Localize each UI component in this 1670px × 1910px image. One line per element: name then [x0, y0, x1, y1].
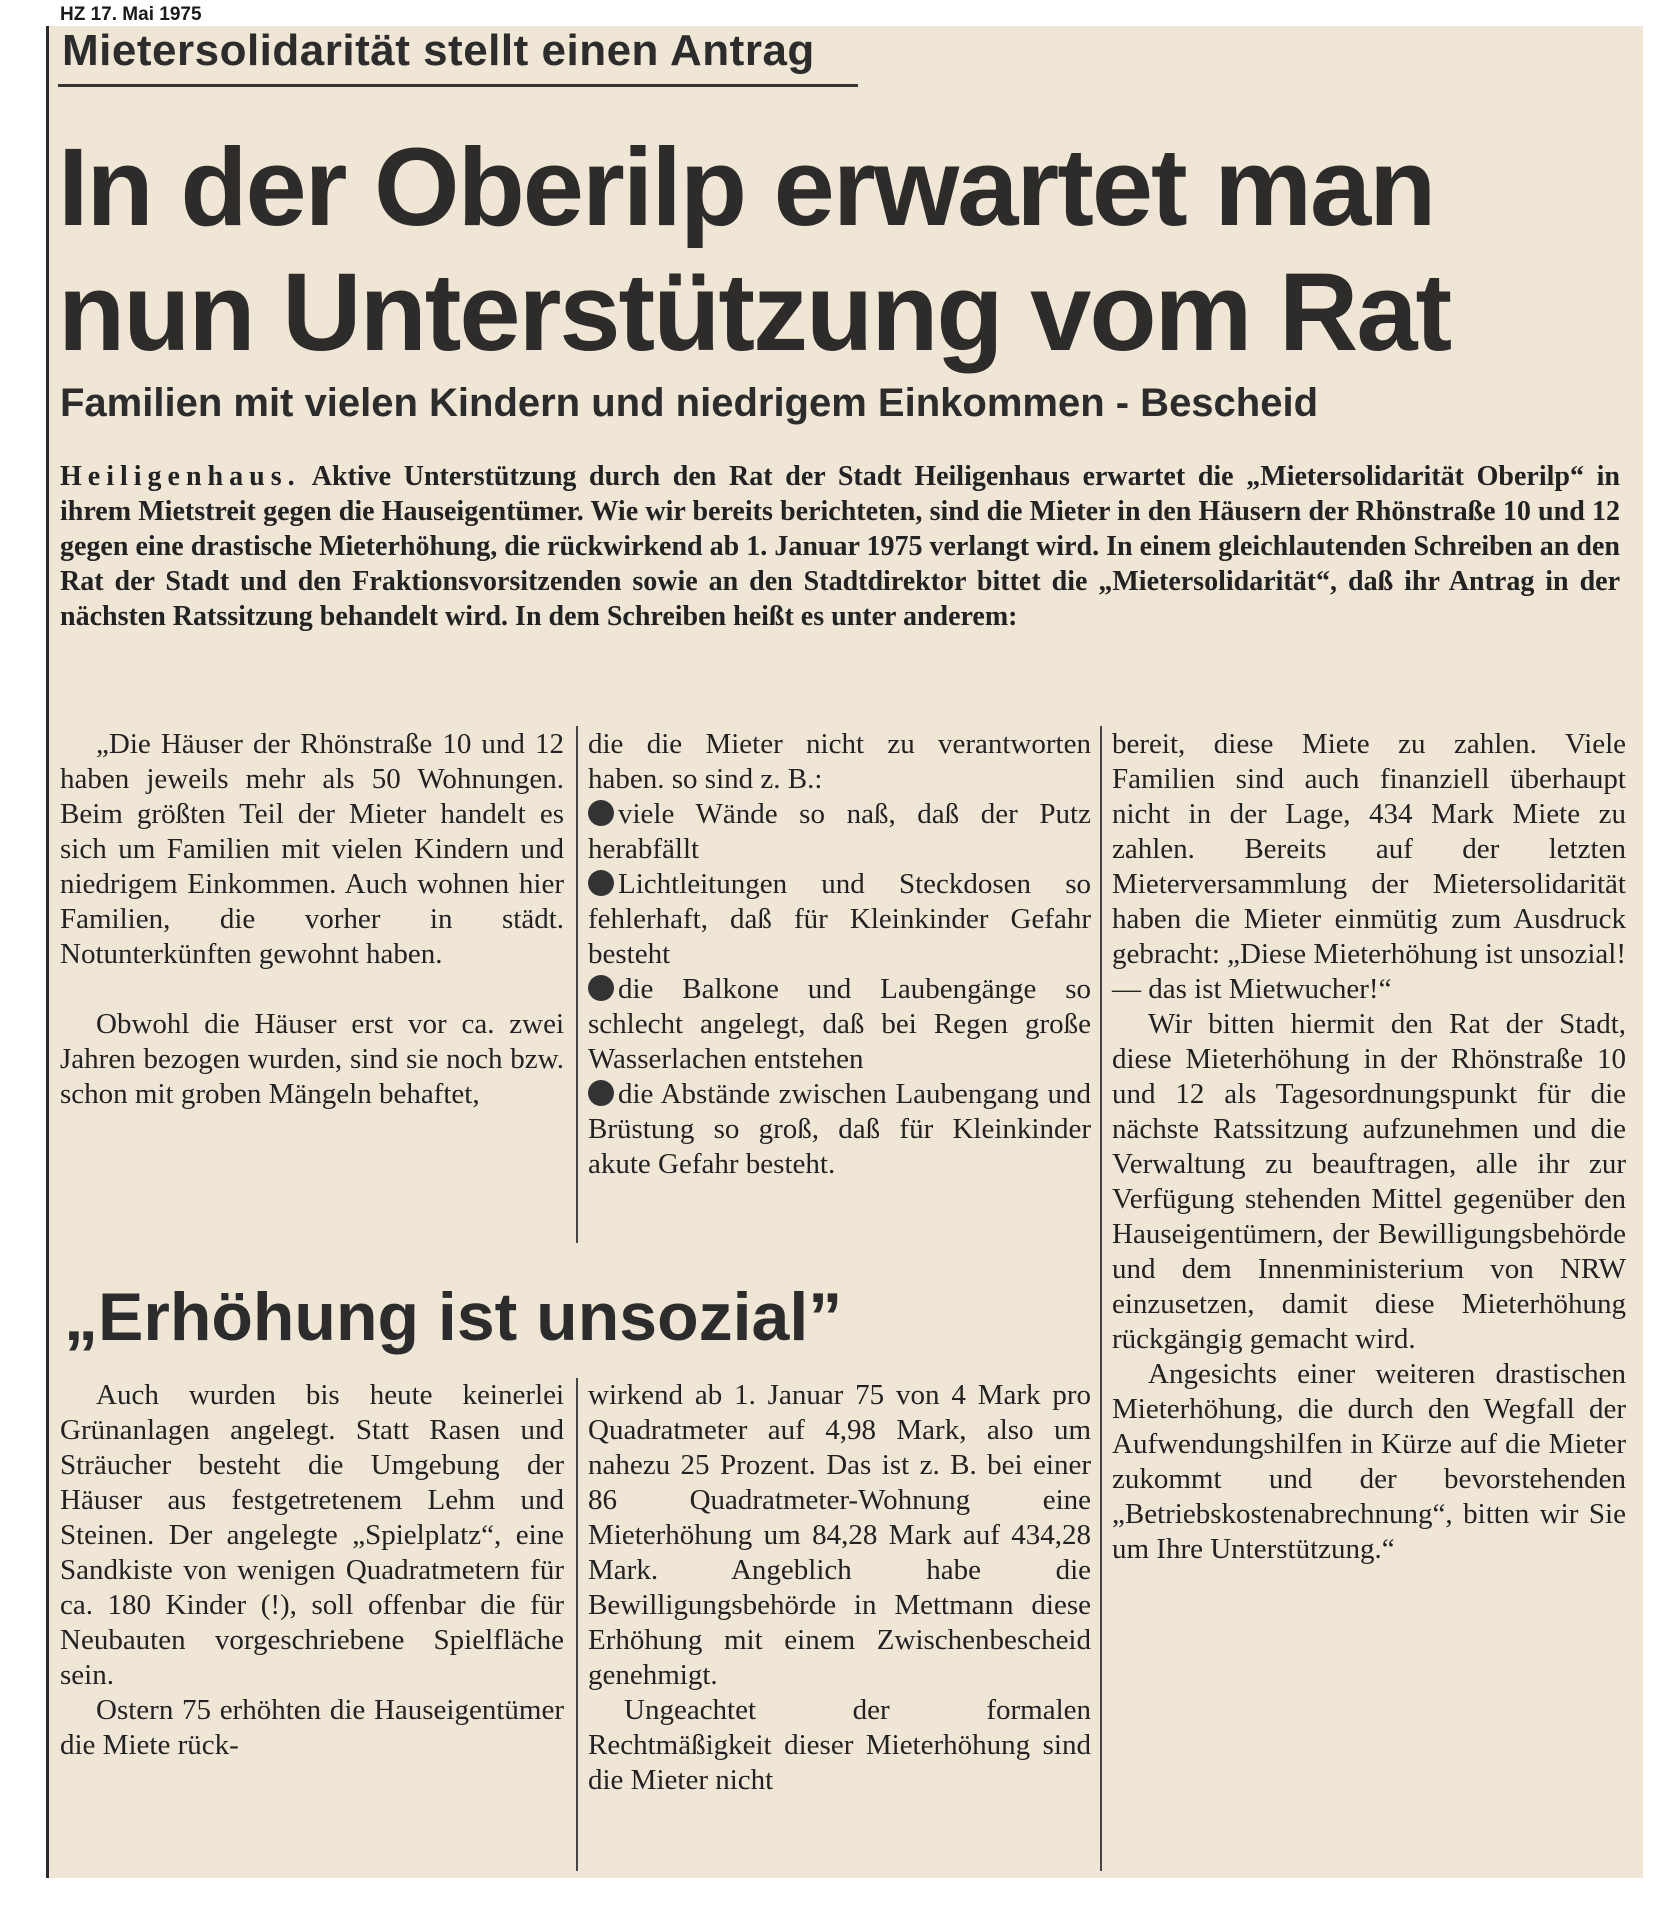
- kicker-headline: Mietersolidarität stellt einen Antrag: [62, 26, 815, 75]
- defect-item: Lichtleitungen und Steckdosen so fehlerhaft, daß für Kleinkinder Gefahr besteht: [588, 868, 1091, 970]
- dateline: Heiligenhaus.: [60, 461, 301, 492]
- column-3: [1112, 727, 1626, 1567]
- lead-text: Aktive Unterstützung durch den Rat der Stadt Heiligenhaus erwartet die „Mietersolidarität Oberilp“ in ihrem Mietstreit gegen die Hauseigentümer. Wie wir bereits berichteten, sind die Mieter in den Häusern der Rhönstraße 10 und 12 gegen eine drastische Mieterhöhung, die rückwirkend ab 1. Januar 1975 verlangt wird. In einem gleichlautenden Schreiben an den Rat der Stadt und den Fraktionsvorsitzenden sowie an den Stadtdirektor bittet die „Mietersolidarität“, daß ihr Antrag in der nächsten Ratssitzung behandelt wird. In dem Schreiben heißt es unter anderem:: [60, 461, 1620, 632]
- body-paragraph: Wir bitten hiermit den Rat der Stadt, diese Mieterhöhung in der Rhönstraße 10 und 12 als Tagesordnungspunkt für die nächste Ratssitzung aufzunehmen und die Verwaltung zu beauftragen, alle ihr zur Verfügung stehenden Mittel gegenüber den Hauseigentümern, der Bewilligungsbehörde und dem Innenministerium von NRW einzusetzen, damit diese Mieterhöhung rückgängig gemacht wird.: [1112, 1008, 1626, 1355]
- column-1-bottom: [60, 1378, 564, 1763]
- column-1-top: [60, 727, 564, 1112]
- column-divider-1: [576, 726, 578, 1243]
- publication-date-stamp: HZ 17. Mai 1975: [60, 4, 202, 25]
- kicker-underline: [58, 84, 858, 87]
- headline-line-1: In der Oberilp erwartet man: [58, 126, 1435, 249]
- body-paragraph: Ungeachtet der formalen Rechtmäßigkeit dieser Mieterhöhung sind die Mieter nicht: [588, 1694, 1091, 1796]
- column-divider-3: [576, 1378, 578, 1871]
- subheadline: Familien mit vielen Kindern und niedrigem Einkommen - Bescheid: [60, 381, 1319, 425]
- column-divider-2: [1100, 726, 1102, 1871]
- bullet-icon: [588, 870, 614, 896]
- body-paragraph: Obwohl die Häuser erst vor ca. zwei Jahren bezogen wurden, sind sie noch bzw. schon mit groben Mängeln behaftet,: [60, 1008, 564, 1110]
- body-paragraph: Angesichts einer weiteren drastischen Mieterhöhung, die durch den Wegfall der Aufwendungshilfen in Kürze auf die Mieter zukommt und der bevorstehenden „Betriebskostenabrechnung“, bitten wir Sie um Ihre Unterstützung.“: [1112, 1358, 1626, 1565]
- defect-item: die Balkone und Laubengänge so schlecht angelegt, daß bei Regen große Wasserlachen entstehen: [588, 973, 1091, 1075]
- bullet-icon: [588, 975, 614, 1001]
- defect-item: die Abstände zwischen Laubengang und Brüstung so groß, daß für Kleinkinder akute Gefahr besteht.: [588, 1078, 1091, 1180]
- column-2-top: [588, 727, 1091, 1182]
- defects-intro: die die Mieter nicht zu verantworten haben. so sind z. B.:: [588, 728, 1091, 795]
- column-2-bottom: [588, 1378, 1091, 1798]
- defect-item: viele Wände so naß, daß der Putz herabfällt: [588, 798, 1091, 865]
- main-headline: [58, 125, 1638, 375]
- body-paragraph: Ostern 75 erhöhten die Hauseigentümer die Miete rück-: [60, 1694, 564, 1761]
- bullet-icon: [588, 1080, 614, 1106]
- headline-line-2: nun Unterstützung vom Rat: [58, 251, 1451, 374]
- body-paragraph: wirkend ab 1. Januar 75 von 4 Mark pro Quadratmeter auf 4,98 Mark, also um nahezu 25 Prozent. Das ist z. B. bei einer 86 Quadratmeter-Wohnung eine Mieterhöhung um 84,28 Mark auf 434,28 Mark. Angeblich habe die Bewilligungsbehörde in Mettmann diese Erhöhung mit einem Zwischenbescheid genehmigt.: [588, 1379, 1091, 1691]
- body-paragraph: Auch wurden bis heute keinerlei Grünanlagen angelegt. Statt Rasen und Sträucher besteht die Umgebung der Häuser aus festgetretenem Lehm und Steinen. Der angelegte „Spielplatz“, eine Sandkiste von wenigen Quadratmetern für ca. 180 Kinder (!), soll offenbar die für Neubauten vorgeschriebene Spielfläche sein.: [60, 1379, 564, 1691]
- bullet-icon: [588, 800, 614, 826]
- body-paragraph: „Die Häuser der Rhönstraße 10 und 12 haben jeweils mehr als 50 Wohnungen. Beim größten Teil der Mieter handelt es sich um Familien mit vielen Kindern und niedrigem Einkommen. Auch wohnen hier Familien, die vorher in städt. Notunterkünften gewohnt haben.: [60, 728, 564, 970]
- secondary-headline: „Erhöhung ist unsozial”: [64, 1279, 843, 1355]
- lead-paragraph: [60, 459, 1620, 634]
- body-paragraph: bereit, diese Miete zu zahlen. Viele Familien sind auch finanziell überhaupt nicht in der Lage, 434 Mark Miete zu zahlen. Bereits auf der letzten Mieterversammlung der Mietersolidarität haben die Mieter einmütig zum Ausdruck gebracht: „Diese Mieterhöhung ist unsozial! — das ist Mietwucher!“: [1112, 728, 1626, 1005]
